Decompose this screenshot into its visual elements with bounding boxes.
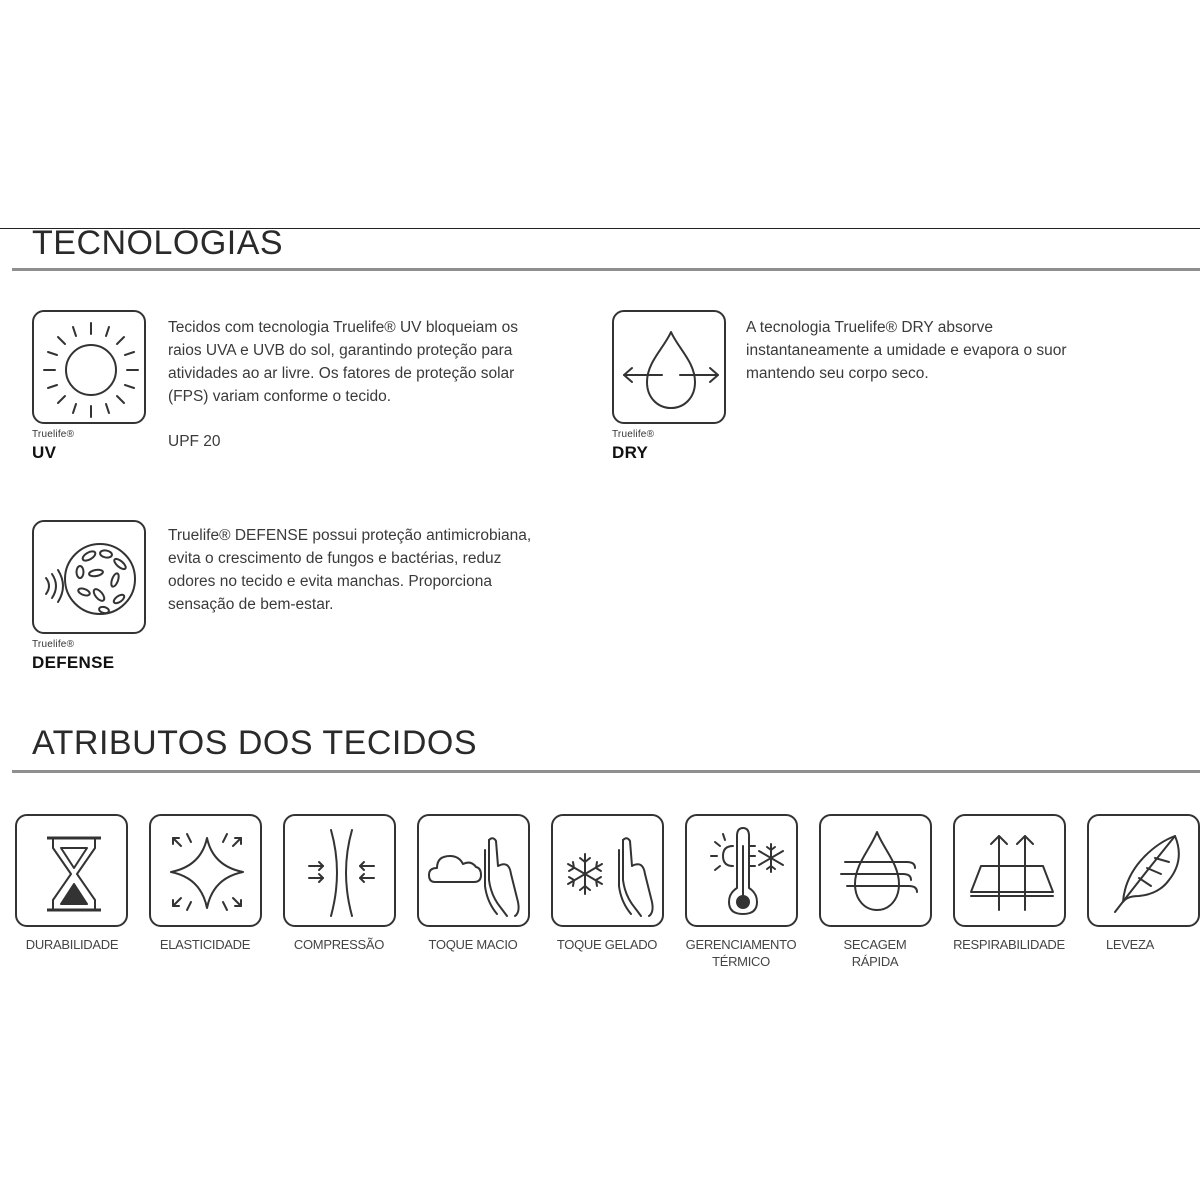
tech-name-uv: UV bbox=[32, 443, 57, 462]
brand-truelife: Truelife® bbox=[612, 429, 655, 440]
attribute-label-compressao: COMPRESSÃO bbox=[293, 937, 385, 952]
thermometer-icon bbox=[685, 814, 798, 927]
stretch-star-icon bbox=[149, 814, 262, 927]
attribute-label-respirabilidade: RESPIRABILIDADE bbox=[953, 937, 1065, 952]
tech-description-dry: A tecnologia Truelife® DRY absorve instantaneamente a umidade e evapora o suor mantendo seu corpo seco. bbox=[746, 319, 1067, 382]
brand-truelife: Truelife® bbox=[32, 639, 75, 650]
attribute-label-toque-gelado: TOQUE GELADO bbox=[556, 937, 658, 952]
compression-icon bbox=[283, 814, 396, 927]
attribute-label-gerenciamento-termico: GERENCIAMENTO TÉRMICO bbox=[685, 937, 797, 969]
hourglass-icon bbox=[15, 814, 128, 927]
technologies-divider bbox=[12, 268, 1200, 271]
breathable-fabric-icon bbox=[953, 814, 1066, 927]
tech-name-defense: DEFENSE bbox=[32, 653, 115, 672]
technologies-title: TECNOLOGIAS bbox=[32, 226, 284, 260]
feather-icon bbox=[1087, 814, 1200, 927]
attribute-label-durabilidade: DURABILIDADE bbox=[25, 937, 119, 952]
attributes-divider bbox=[12, 770, 1200, 773]
attribute-label-secagem-rapida: SECAGEM RÁPIDA bbox=[843, 937, 907, 969]
cloud-hand-icon bbox=[417, 814, 530, 927]
snowflake-hand-icon bbox=[551, 814, 664, 927]
tech-description-uv: Tecidos com tecnologia Truelife® UV bloqueiam os raios UVA e UVB do sol, garantindo proteção para atividades ao ar livre. Os fatores de proteção solar (FPS) variam conforme o tecido. bbox=[168, 319, 519, 405]
upf-rating: UPF 20 bbox=[168, 433, 221, 450]
tech-name-dry: DRY bbox=[612, 443, 649, 462]
brand-truelife: Truelife® bbox=[32, 429, 75, 440]
attribute-label-elasticidade: ELASTICIDADE bbox=[159, 937, 251, 952]
attributes-title: ATRIBUTOS DOS TECIDOS bbox=[32, 724, 478, 762]
antimicrobial-icon bbox=[32, 520, 146, 634]
attribute-label-toque-macio: TOQUE MACIO bbox=[428, 937, 518, 952]
sun-icon bbox=[32, 310, 146, 424]
tech-description-defense: Truelife® DEFENSE possui proteção antimicrobiana, evita o crescimento de fungos e bactérias, reduz odores no tecido e evita manchas. Proporciona sensação de bem-estar. bbox=[168, 527, 532, 613]
attribute-label-leveza: LEVEZA bbox=[1105, 937, 1155, 952]
drying-drop-icon bbox=[819, 814, 932, 927]
water-drop-icon bbox=[612, 310, 726, 424]
